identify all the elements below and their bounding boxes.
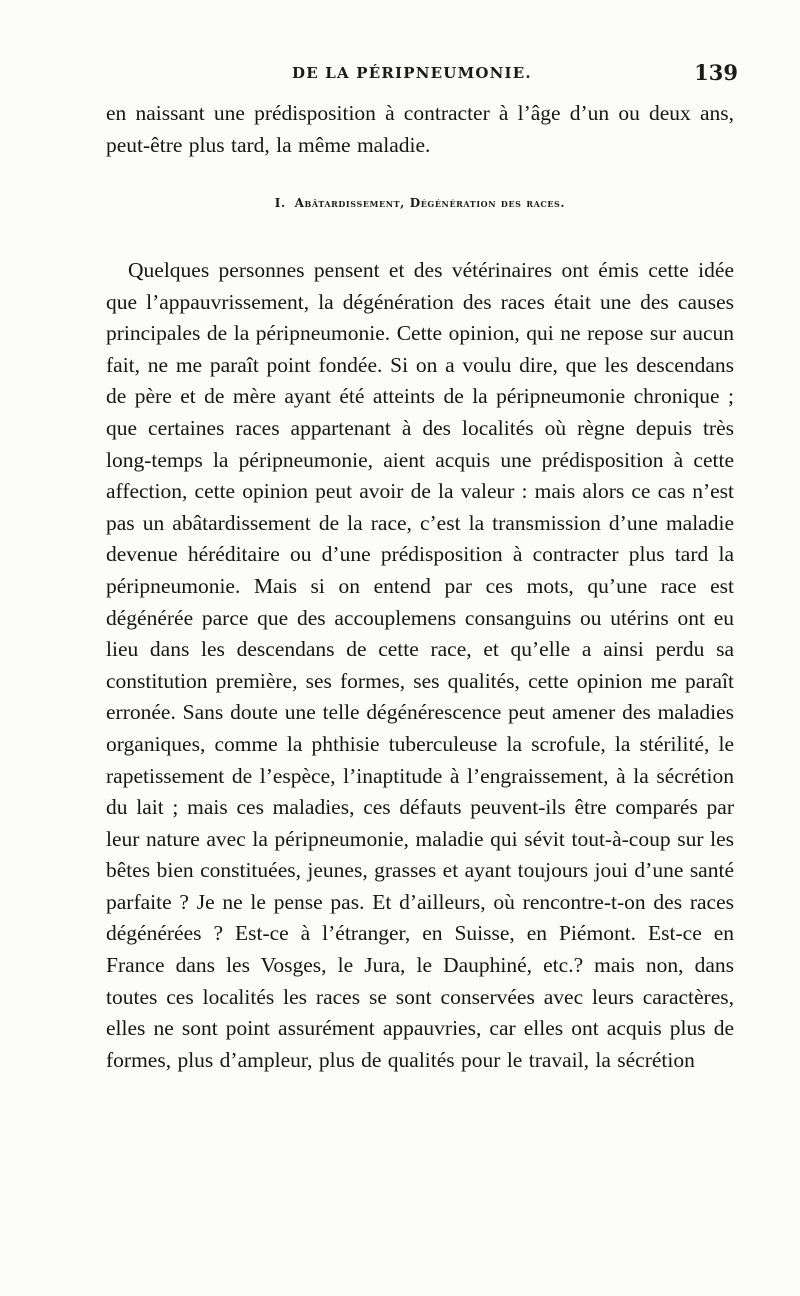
running-head: [102, 62, 742, 86]
running-title: DE LA PÉRIPNEUMONIE.: [292, 64, 532, 82]
page-number: 139: [694, 60, 738, 85]
intro-paragraph: en naissant une prédisposition à contracter à l’âge d’un ou deux ans, peut-être plus tard, la même maladie.: [106, 101, 734, 157]
section-title: Abâtardissement, Dégénération des races.: [294, 196, 566, 210]
section-heading: [106, 196, 734, 210]
section-number: I.: [274, 196, 286, 210]
body-paragraph: Quelques personnes pensent et des vétérinaires ont émis cette idée que l’appauvrissement, la dégénération des races était une des causes principales de la péripneumonie. Cette opinion, qui ne repose sur aucun fait, ne me paraît point fondée. Si on a voulu dire, que les descendans de père et de mère ayant été atteints de la péripneumonie chronique ; que certaines races appartenant à des localités où règne depuis très long-temps la péripneumonie, aient acquis une prédisposition à cette affection, cette opinion peut avoir de la valeur : mais alors ce cas n’est pas un abâtardissement de la race, c’est la transmission d’une maladie devenue héréditaire ou d’une prédisposition à contracter plus tard la péripneumonie. Mais si on entend par ces mots, qu’une race est dégénérée parce que des accouplemens consanguins ou utérins ont eu lieu dans les descendans de cette race, et qu’elle a ainsi perdu sa constitution première, ses formes, ses qualités, cette opinion me paraît erronée. Sans doute une telle dégénérescence peut amener des maladies organiques, comme la phthisie tuberculeuse la scrofule, la stérilité, le rapetissement de l’espèce, l’inaptitude à l’engraissement, à la sécrétion du lait ; mais ces maladies, ces défauts peuvent-ils être comparés par leur nature avec la péripneumonie, maladie qui sévit tout-à-coup sur les bêtes bien constituées, jeunes, grasses et ayant toujours joui d’une santé parfaite ? Je ne le pense pas. Et d’ailleurs, où rencontre-t-on des races dégénérées ? Est-ce à l’étranger, en Suisse, en Piémont. Est-ce en France dans les Vosges, le Jura, le Dauphiné, etc.? mais non, dans toutes ces localités les races se sont conservées avec leurs caractères, elles ne sont point assurément appauvries, car elles ont acquis plus de formes, plus d’ampleur, plus de qualités pour le travail, la sécrétion: [106, 258, 734, 1072]
